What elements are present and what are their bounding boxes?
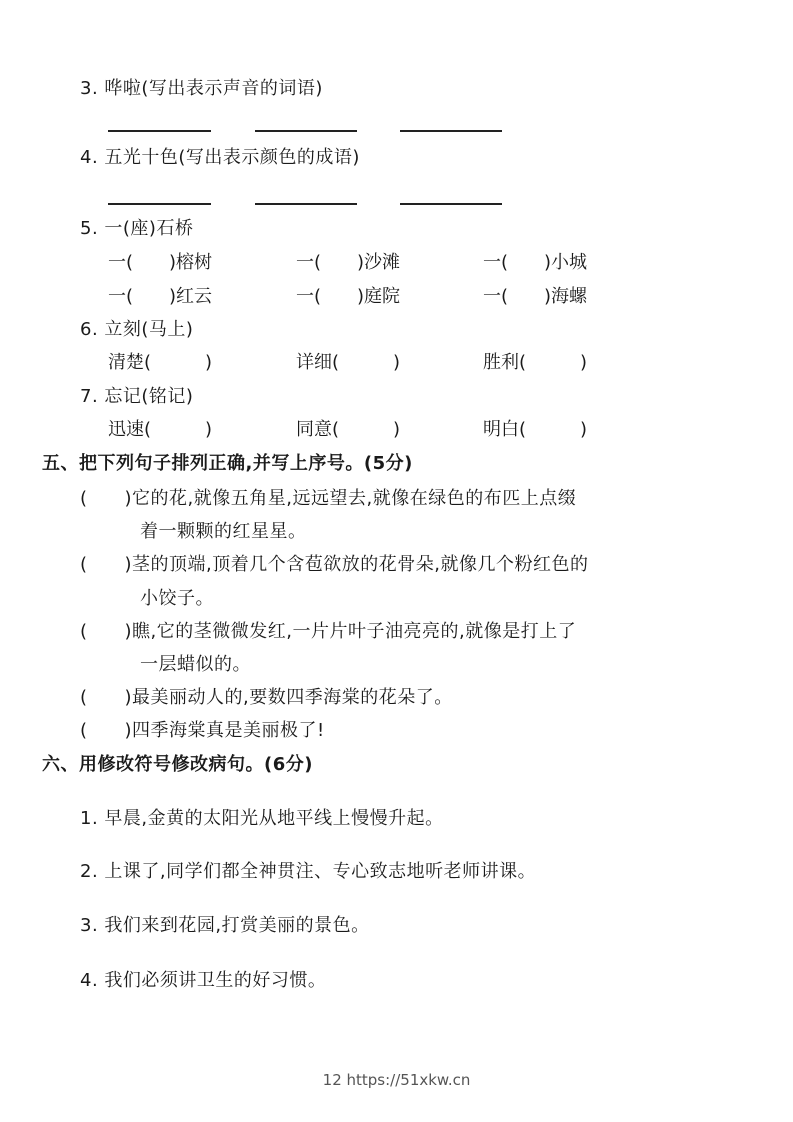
ordering-sentence-line[interactable]: ( )它的花,就像五角星,远远望去,就像在绿色的布匹上点缀 [80,488,577,509]
faulty-sentence: 4. 我们必须讲卫生的好习惯。 [80,970,327,991]
answer-blank-4-1[interactable] [108,203,211,205]
question-4-label: 4. 五光十色(写出表示颜色的成语) [80,147,360,168]
measure-word-item[interactable]: 一( )红云 [108,286,213,307]
faulty-sentence: 2. 上课了,同学们都全神贯注、专心致志地听老师讲课。 [80,861,537,882]
answer-blank-3-3[interactable] [400,130,502,132]
page-footer: 12 https://51xkw.cn [322,1071,471,1089]
ordering-sentence-continuation: 一层蜡似的。 [140,654,251,675]
section-5-heading: 五、把下列句子排列正确,并写上序号。(5分) [42,453,413,474]
ordering-sentence-continuation: 小饺子。 [140,588,214,609]
antonym-item[interactable]: 同意( ) [296,419,401,440]
ordering-sentence-continuation: 着一颗颗的红星星。 [140,521,307,542]
question-6-label: 6. 立刻(马上) [80,319,194,340]
antonym-item[interactable]: 明白( ) [483,419,588,440]
faulty-sentence: 3. 我们来到花园,打赏美丽的景色。 [80,915,370,936]
measure-word-item[interactable]: 一( )榕树 [108,252,213,273]
measure-word-item[interactable]: 一( )沙滩 [296,252,401,273]
synonym-item[interactable]: 胜利( ) [483,352,588,373]
question-3-label: 3. 哗啦(写出表示声音的词语) [80,78,323,99]
ordering-sentence-line[interactable]: ( )茎的顶端,顶着几个含苞欲放的花骨朵,就像几个粉红色的 [80,554,589,575]
ordering-sentence-line[interactable]: ( )最美丽动人的,要数四季海棠的花朵了。 [80,687,453,708]
measure-word-item[interactable]: 一( )小城 [483,252,588,273]
ordering-sentence-line[interactable]: ( )瞧,它的茎微微发红,一片片叶子油亮亮的,就像是打上了 [80,621,577,642]
antonym-item[interactable]: 迅速( ) [108,419,213,440]
answer-blank-3-1[interactable] [108,130,211,132]
measure-word-item[interactable]: 一( )庭院 [296,286,401,307]
measure-word-item[interactable]: 一( )海螺 [483,286,588,307]
section-6-heading: 六、用修改符号修改病句。(6分) [42,754,313,775]
synonym-item[interactable]: 清楚( ) [108,352,213,373]
synonym-item[interactable]: 详细( ) [296,352,401,373]
answer-blank-3-2[interactable] [255,130,357,132]
question-7-label: 7. 忘记(铭记) [80,386,194,407]
faulty-sentence: 1. 早晨,金黄的太阳光从地平线上慢慢升起。 [80,808,444,829]
answer-blank-4-3[interactable] [400,203,502,205]
ordering-sentence-line[interactable]: ( )四季海棠真是美丽极了! [80,720,325,741]
question-5-label: 5. 一(座)石桥 [80,218,194,239]
answer-blank-4-2[interactable] [255,203,357,205]
